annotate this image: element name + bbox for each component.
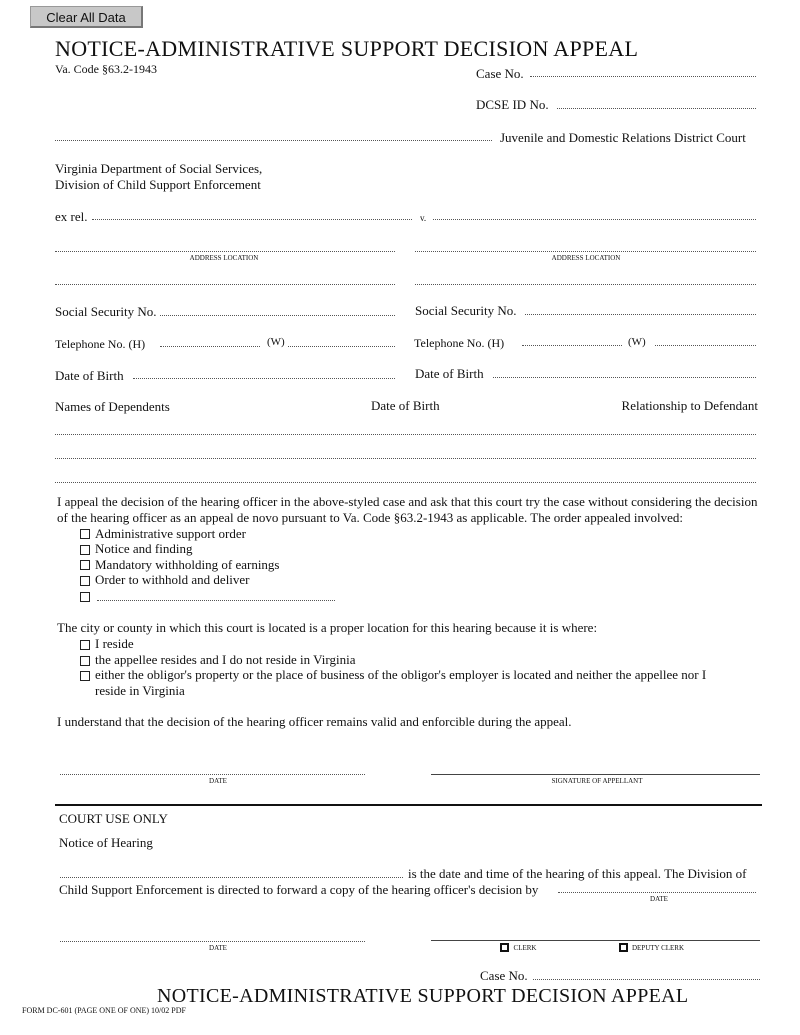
dependents-header: Names of Dependents: [55, 399, 170, 414]
option-label: Order to withhold and deliver: [95, 572, 250, 587]
clerk-date-field[interactable]: [60, 941, 365, 942]
right-tel-w-field[interactable]: [655, 345, 756, 346]
option-label: either the obligor's property or the place of business of the obligor's employer is located and neither the appellee nor I reside in Virginia: [95, 667, 707, 698]
agency-line-1: Virginia Department of Social Services,: [55, 161, 263, 176]
court-use-heading: COURT USE ONLY: [59, 811, 168, 826]
option-label: I reside: [95, 636, 134, 651]
right-ssn-field[interactable]: [525, 314, 756, 315]
checkbox-appellee-resides[interactable]: [80, 656, 90, 666]
versus-label: v.: [420, 213, 427, 223]
hearing-text-2: Child Support Enforcement is directed to forward a copy of the hearing officer's decision by: [59, 882, 539, 897]
checkbox-withhold-deliver[interactable]: [80, 576, 90, 586]
court-name-field[interactable]: [55, 140, 492, 141]
right-dob-label: Date of Birth: [415, 366, 484, 381]
option-label: the appellee resides and I do not reside in Virginia: [95, 652, 356, 667]
dcse-id-label: DCSE ID No.: [476, 97, 549, 112]
dependent-row-1[interactable]: [55, 434, 756, 435]
form-title: NOTICE-ADMINISTRATIVE SUPPORT DECISION APPEAL: [55, 36, 639, 61]
left-address-label: ADDRESS LOCATION: [189, 254, 259, 262]
left-tel-h-label: Telephone No. (H): [55, 337, 146, 351]
deputy-clerk-label: DEPUTY CLERK: [631, 944, 685, 952]
ex-rel-label: ex rel.: [55, 209, 88, 224]
left-tel-w-field[interactable]: [288, 346, 395, 347]
right-dob-field[interactable]: [493, 377, 756, 378]
footer-title: NOTICE-ADMINISTRATIVE SUPPORT DECISION APPEAL: [157, 985, 689, 1007]
relationship-header: Relationship to Defendant: [621, 398, 758, 413]
left-tel-h-field[interactable]: [160, 346, 260, 347]
dependent-row-3[interactable]: [55, 482, 756, 483]
date-label: DATE: [209, 777, 227, 785]
case-no-field[interactable]: [530, 76, 756, 77]
checkbox-mandatory-withholding[interactable]: [80, 560, 90, 570]
section-divider: [55, 804, 762, 806]
option-label: Notice and finding: [95, 541, 193, 556]
appellant-date-field[interactable]: [60, 774, 365, 775]
defendant-field[interactable]: [433, 219, 756, 220]
footer-case-no-label: Case No.: [480, 968, 528, 983]
checkbox-i-reside[interactable]: [80, 640, 90, 650]
checkbox-deputy-clerk[interactable]: [619, 943, 628, 952]
clerk-label: CLERK: [513, 944, 537, 952]
signature-field[interactable]: [431, 774, 760, 775]
right-tel-h-field[interactable]: [522, 345, 622, 346]
checkbox-notice-finding[interactable]: [80, 545, 90, 555]
right-address-field[interactable]: [415, 251, 756, 252]
left-dob-field[interactable]: [133, 378, 395, 379]
other-order-field[interactable]: [97, 600, 335, 601]
right-address-label: ADDRESS LOCATION: [551, 254, 621, 262]
hearing-date-field[interactable]: [60, 877, 403, 878]
right-address-field-2[interactable]: [415, 284, 756, 285]
hearing-text-1: is the date and time of the hearing of this appeal. The Division of: [408, 866, 747, 881]
clear-all-data-button[interactable]: Clear All Data: [30, 6, 143, 28]
option-label: Administrative support order: [95, 526, 246, 541]
ex-rel-field[interactable]: [92, 219, 412, 220]
left-ssn-label: Social Security No.: [55, 304, 157, 319]
clerk-signature-field[interactable]: [431, 940, 760, 941]
right-tel-w-label: (W): [628, 336, 646, 348]
left-tel-w-label: (W): [267, 336, 285, 348]
checkbox-obligor-property[interactable]: [80, 671, 90, 681]
forward-date-field[interactable]: [558, 892, 756, 893]
checkbox-admin-support-order[interactable]: [80, 529, 90, 539]
case-no-label: Case No.: [476, 66, 524, 81]
date-label: DATE: [209, 944, 227, 952]
left-address-field[interactable]: [55, 251, 395, 252]
date-label: DATE: [650, 895, 668, 903]
checkbox-clerk[interactable]: [500, 943, 509, 952]
footer-case-no-field[interactable]: [533, 979, 760, 980]
option-label: Mandatory withholding of earnings: [95, 557, 280, 572]
notice-hearing-label: Notice of Hearing: [59, 835, 153, 850]
appeal-paragraph: I appeal the decision of the hearing officer in the above-styled case and ask that this court try the case without considering the decision of the hearing officer as an appeal de novo pursuant to Va. Code §63.2-1943 as applicable. The order appealed involved:: [57, 494, 758, 525]
understand-statement: I understand that the decision of the hearing officer remains valid and enforcible during the appeal.: [57, 714, 572, 729]
dcse-id-field[interactable]: [557, 108, 756, 109]
signature-label: SIGNATURE OF APPELLANT: [551, 777, 643, 785]
dependents-dob-header: Date of Birth: [371, 398, 440, 413]
form-footer: FORM DC-601 (PAGE ONE OF ONE) 10/02 PDF: [22, 1006, 186, 1015]
location-paragraph: The city or county in which this court is located is a proper location for this hearing because it is where:: [57, 620, 598, 635]
left-ssn-field[interactable]: [160, 315, 395, 316]
checkbox-other-order[interactable]: [80, 592, 90, 602]
code-reference: Va. Code §63.2-1943: [55, 62, 157, 76]
dependent-row-2[interactable]: [55, 458, 756, 459]
left-dob-label: Date of Birth: [55, 368, 124, 383]
right-ssn-label: Social Security No.: [415, 303, 517, 318]
right-tel-h-label: Telephone No. (H): [414, 336, 505, 350]
agency-line-2: Division of Child Support Enforcement: [55, 177, 261, 192]
left-address-field-2[interactable]: [55, 284, 395, 285]
court-label: Juvenile and Domestic Relations District Court: [500, 130, 746, 145]
